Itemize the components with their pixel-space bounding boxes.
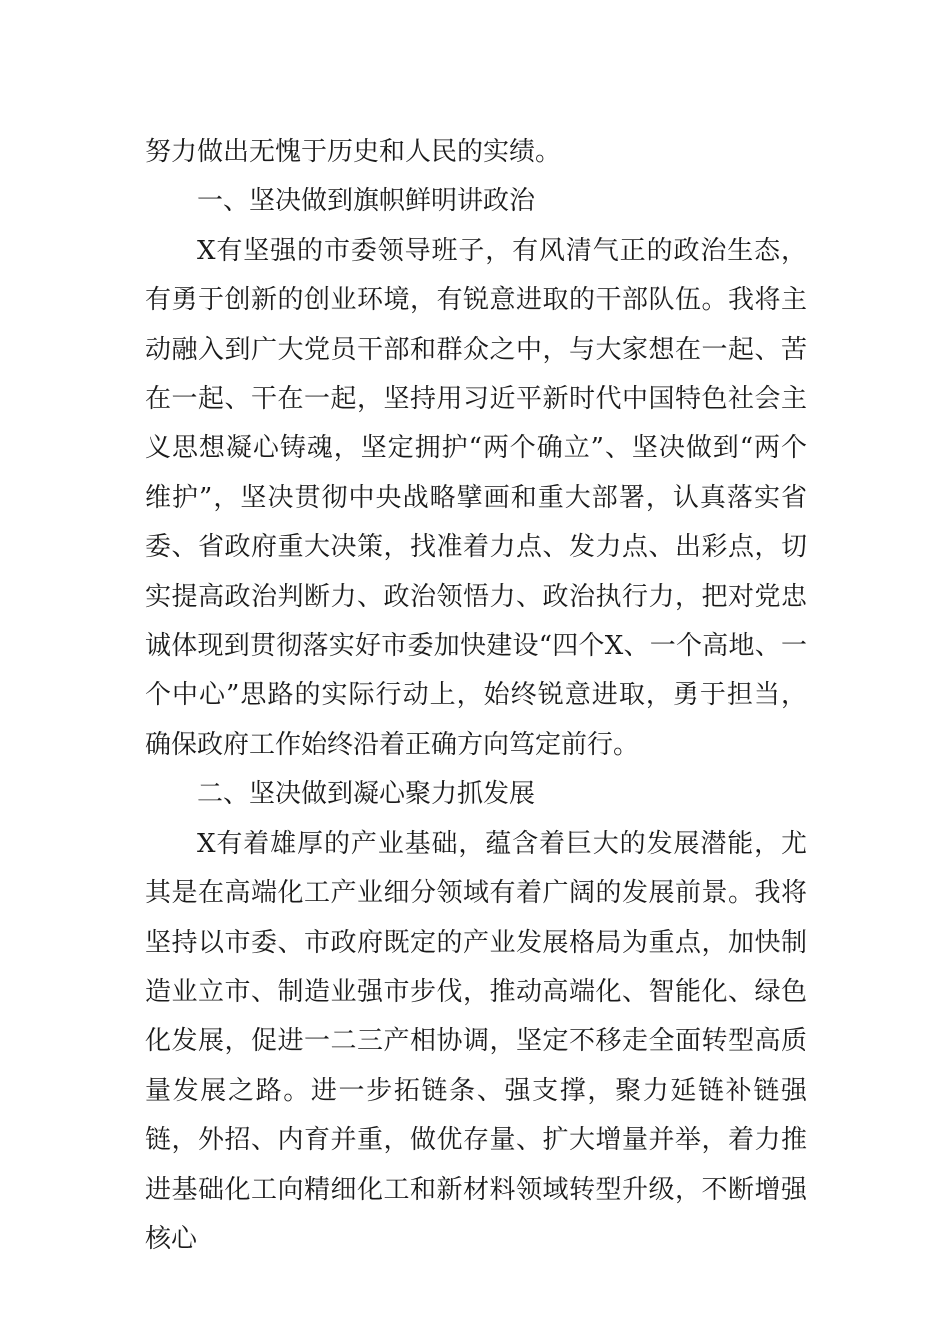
paragraph-section-1: X有坚强的市委领导班子，有风清气正的政治生态，有勇于创新的创业环境，有锐意进取的干部队伍。我将主动融入到广大党员干部和群众之中，与大家想在一起、苦在一起、干在一起，坚持用习近平新时代中国特色社会主义思想凝心铸魂，坚定拥护“两个确立”、坚决做到“两个维护”，坚决贯彻中央战略擘画和重大部署，认真落实省委、省政府重大决策，找准着力点、发力点、出彩点，切实提高政治判断力、政治领悟力、政治执行力，把对党忠诚体现到贯彻落实好市委加快建设“四个X、一个高地、一个中心”思路的实际行动上，始终锐意进取，勇于担当，确保政府工作始终沿着正确方向笃定前行。 <box>145 235 807 760</box>
paragraph-continuation: 努力做出无愧于历史和人民的实绩。 <box>145 137 562 167</box>
document-body <box>145 128 807 1264</box>
section-heading-1: 一、坚决做到旗帜鲜明讲政治 <box>197 186 536 217</box>
section-heading-2: 二、坚决做到凝心聚力抓发展 <box>197 779 536 810</box>
paragraph-section-2: X有着雄厚的产业基础，蕴含着巨大的发展潜能，尤其是在高端化工产业细分领域有着广阔的发展前景。我将坚持以市委、市政府既定的产业发展格局为重点，加快制造业立市、制造业强市步伐，推动高端化、智能化、绿色化发展，促进一二三产相协调，坚定不移走全面转型高质量发展之路。进一步拓链条、强支撑，聚力延链补链强链，外招、内育并重，做优存量、扩大增量并举，着力推进基础化工向精细化工和新材料领域转型升级，不断增强核心 <box>145 828 807 1254</box>
